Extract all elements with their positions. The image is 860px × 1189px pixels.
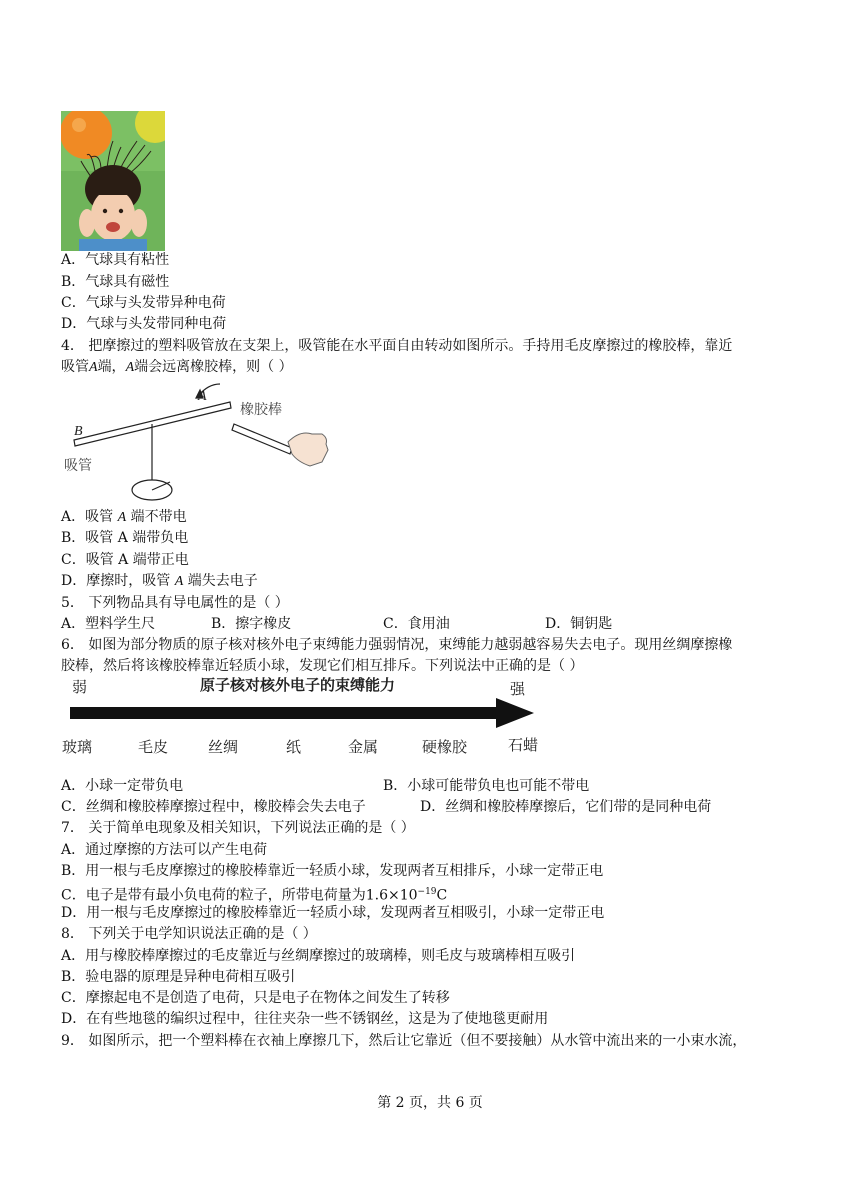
q5-stem: 5． 下列物品具有导电属性的是（ ） — [61, 595, 289, 611]
material-glass: 玻璃 — [62, 739, 93, 756]
label-straw: 吸管 — [64, 457, 92, 473]
label-rod: 橡胶棒 — [240, 401, 282, 417]
q3-option-d[interactable]: D．气球与头发带同种电荷 — [61, 316, 227, 332]
q5-option-b[interactable]: B．擦字橡皮 — [211, 616, 292, 632]
q4-option-a[interactable]: A．吸管 A 端不带电 — [61, 509, 187, 525]
page-footer: 第 2 页，共 6 页 — [377, 1095, 483, 1111]
material-silk: 丝绸 — [208, 739, 239, 756]
q6-option-c[interactable]: C．丝绸和橡胶棒摩擦过程中，橡胶棒会失去电子 — [61, 799, 366, 815]
q4-option-d[interactable]: D．摩擦时，吸管 A 端失去电子 — [61, 573, 258, 589]
q5-option-c[interactable]: C．食用油 — [383, 616, 450, 632]
weak-label: 弱 — [72, 679, 88, 696]
q6-option-a[interactable]: A．小球一定带负电 — [61, 778, 184, 794]
q3-option-a[interactable]: A．气球具有粘性 — [61, 252, 170, 268]
material-rubber: 硬橡胶 — [422, 739, 468, 756]
q7-option-c[interactable]: C．电子是带有最小负电荷的粒子，所带电荷量为$1.6\times 10^{-19}C$ — [61, 887, 448, 904]
material-paper: 纸 — [286, 739, 302, 756]
q6-stem-line1: 6． 如图为部分物质的原子核对核外电子束缚能力强弱情况，束缚能力越弱越容易失去电子。现用丝绸摩擦橡 — [61, 637, 733, 653]
strong-label: 强 — [510, 681, 526, 698]
q6-option-b[interactable]: B．小球可能带负电也可能不带电 — [383, 778, 590, 794]
q8-option-d[interactable]: D．在有些地毯的编织过程中，往往夹杂一些不锈钢丝，这是为了使地毯更耐用 — [61, 1011, 549, 1027]
material-fur: 毛皮 — [138, 739, 169, 756]
q6-option-d[interactable]: D．丝绸和橡胶棒摩擦后，它们带的是同种电荷 — [420, 799, 712, 815]
material-paraffin: 石蜡 — [508, 737, 539, 754]
q4-stem-line1: 4． 把摩擦过的塑料吸管放在支架上，吸管能在水平面自由转动如图所示。手持用毛皮摩擦过的橡胶棒，靠近 — [61, 338, 733, 354]
q8-option-c[interactable]: C．摩擦起电不是创造了电荷，只是电子在物体之间发生了转移 — [61, 990, 450, 1006]
q8-stem: 8． 下列关于电学知识说法正确的是（ ） — [61, 926, 317, 942]
label-b: B — [74, 424, 83, 439]
q7-option-a[interactable]: A．通过摩擦的方法可以产生电荷 — [61, 842, 268, 858]
q7-option-d[interactable]: D．用一根与毛皮摩擦过的橡胶棒靠近一轻质小球，发现两者互相吸引，小球一定带正电 — [61, 905, 605, 921]
binding-title: 原子核对核外电子的束缚能力 — [200, 677, 396, 694]
q4-option-b[interactable]: B．吸管 A 端带负电 — [61, 530, 189, 546]
q5-option-a[interactable]: A．塑料学生尺 — [61, 616, 156, 632]
q4-option-c[interactable]: C．吸管 A 端带正电 — [61, 552, 189, 568]
q4-stem-line2: 吸管A端，A端会远离橡胶棒，则（ ） — [61, 359, 293, 375]
q7-stem: 7． 关于简单电现象及相关知识，下列说法正确的是（ ） — [61, 820, 415, 836]
q7-option-b[interactable]: B．用一根与毛皮摩擦过的橡胶棒靠近一轻质小球，发现两者互相排斥，小球一定带正电 — [61, 863, 604, 879]
straw-stand-figure — [60, 378, 332, 504]
label-a: A — [198, 389, 207, 404]
q9-stem-line1: 9． 如图所示，把一个塑料棒在衣袖上摩擦几下，然后让它靠近（但不要接触）从水管中流出来的一小束水流， — [61, 1033, 747, 1049]
electron-binding-figure — [58, 676, 558, 762]
q8-option-a[interactable]: A．用与橡胶棒摩擦过的毛皮靠近与丝绸摩擦过的玻璃棒，则毛皮与玻璃棒相互吸引 — [61, 948, 576, 964]
material-metal: 金属 — [348, 739, 379, 756]
q5-option-d[interactable]: D．铜钥匙 — [545, 616, 613, 632]
q8-option-b[interactable]: B．验电器的原理是异种电荷相互吸引 — [61, 969, 296, 985]
q6-stem-line2: 胶棒，然后将该橡胶棒靠近轻质小球，发现它们相互排斥。下列说法中正确的是（ ） — [61, 658, 584, 674]
q3-option-b[interactable]: B．气球具有磁性 — [61, 274, 170, 290]
q3-option-c[interactable]: C．气球与头发带异种电荷 — [61, 295, 226, 311]
balloon-hair-photo — [61, 111, 165, 251]
